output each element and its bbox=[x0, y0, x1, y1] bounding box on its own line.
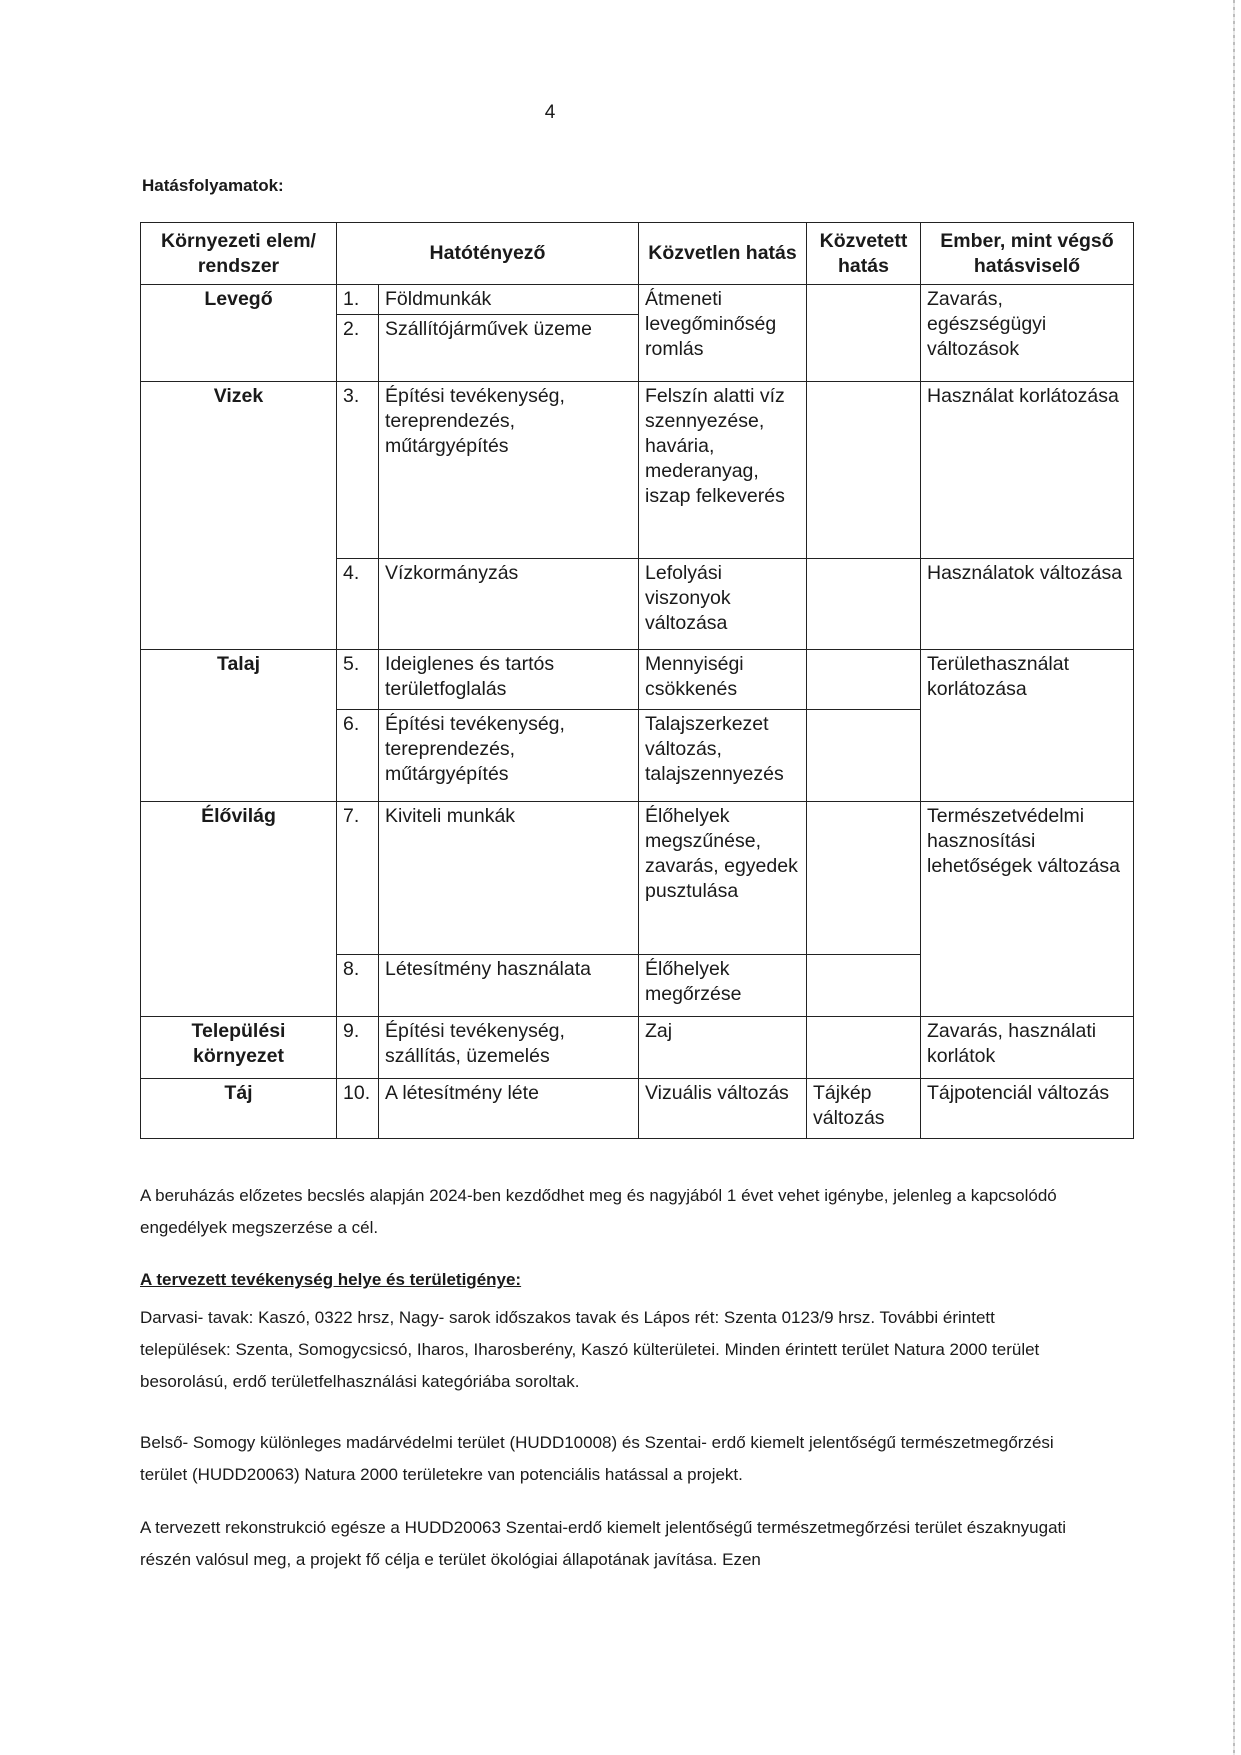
indirect-cell bbox=[807, 650, 921, 710]
paragraph-schedule: A beruházás előzetes becslés alapján 2024-ben kezdődhet meg és nagyjából 1 évet vehet igénybe, jelenleg a kapcsolódó engedélyek megszerzése a cél. bbox=[140, 1186, 1057, 1237]
human-cell: Tájpotenciál változás bbox=[921, 1079, 1134, 1139]
table-row bbox=[141, 1017, 1134, 1079]
factor-number: 9. bbox=[337, 1017, 379, 1079]
table-header-row bbox=[141, 223, 1134, 285]
direct-cell: Mennyiségi csökkenés bbox=[639, 650, 807, 710]
factor-cell: Kiviteli munkák bbox=[379, 802, 639, 955]
factor-number: 8. bbox=[337, 955, 379, 1017]
scan-edge bbox=[1233, 0, 1235, 1755]
paragraph-location: Darvasi- tavak: Kaszó, 0322 hrsz, Nagy- sarok időszakos tavak és Lápos rét: Szenta 0123/9 hrsz. További érintett települések: Szenta, Somogycsicsó, Iharos, Iharosberény, Kaszó külterületei. Minden érintett terület Natura 2000 terület besorolású, erdő területfelhasználási kategóriába soroltak. bbox=[140, 1308, 1040, 1391]
header-element: Környezeti elem/ rendszer bbox=[141, 223, 337, 285]
element-elovilag: Élővilág bbox=[141, 802, 337, 1017]
factor-cell: Építési tevékenység, szállítás, üzemelés bbox=[379, 1017, 639, 1079]
element-vizek: Vizek bbox=[141, 382, 337, 650]
indirect-cell bbox=[807, 559, 921, 650]
direct-cell: Felszín alatti víz szennyezése, havária, mederanyag, iszap felkeverés bbox=[639, 382, 807, 559]
table-row bbox=[141, 802, 1134, 955]
factor-number: 10. bbox=[337, 1079, 379, 1139]
header-factor: Hatótényező bbox=[337, 223, 639, 285]
factor-number: 4. bbox=[337, 559, 379, 650]
human-cell: Használat korlátozása bbox=[921, 382, 1134, 559]
page-number: 4 bbox=[544, 102, 556, 123]
direct-cell: Élőhelyek megszűnése, zavarás, egyedek pusztulása bbox=[639, 802, 807, 955]
direct-cell: Talajszerkezet változás, talajszennyezés bbox=[639, 710, 807, 802]
direct-cell: Zaj bbox=[639, 1017, 807, 1079]
element-telepulesi: Települési környezet bbox=[141, 1017, 337, 1079]
factor-number: 3. bbox=[337, 382, 379, 559]
human-cell: Zavarás, egészségügyi változások bbox=[921, 285, 1134, 382]
table-row bbox=[141, 382, 1134, 559]
indirect-cell bbox=[807, 802, 921, 955]
indirect-cell bbox=[807, 955, 921, 1017]
human-cell: Használatok változása bbox=[921, 559, 1134, 650]
factor-cell: Építési tevékenység, tereprendezés, műtárgyépítés bbox=[379, 382, 639, 559]
paragraph-reconstruction: A tervezett rekonstrukció egésze a HUDD20063 Szentai-erdő kiemelt jelentőségű természetmegőrzési terület északnyugati részén valósul meg, a projekt fő célja e terület ökológiai állapotának javítása. Ezen bbox=[140, 1518, 1067, 1569]
human-cell: Területhasználat korlátozása bbox=[921, 650, 1134, 802]
human-cell: Természetvédelmi hasznosítási lehetőségek változása bbox=[921, 802, 1134, 1017]
indirect-cell bbox=[807, 1017, 921, 1079]
indirect-cell bbox=[807, 285, 921, 382]
table-row bbox=[141, 650, 1134, 710]
table-row bbox=[141, 285, 1134, 315]
element-taj: Táj bbox=[141, 1079, 337, 1139]
element-levego: Levegő bbox=[141, 285, 337, 382]
factor-cell: A létesítmény léte bbox=[379, 1079, 639, 1139]
indirect-cell: Tájkép változás bbox=[807, 1079, 921, 1139]
indirect-cell bbox=[807, 710, 921, 802]
impact-table bbox=[140, 222, 1134, 1139]
indirect-cell bbox=[807, 382, 921, 559]
factor-number: 5. bbox=[337, 650, 379, 710]
direct-cell: Lefolyási viszonyok változása bbox=[639, 559, 807, 650]
direct-cell: Átmeneti levegőminőség romlás bbox=[639, 285, 807, 382]
factor-cell: Vízkormányzás bbox=[379, 559, 639, 650]
direct-cell: Vizuális változás bbox=[639, 1079, 807, 1139]
header-indirect: Közvetett hatás bbox=[807, 223, 921, 285]
direct-cell: Élőhelyek megőrzése bbox=[639, 955, 807, 1017]
subheading-location: A tervezett tevékenység helye és területigénye: bbox=[140, 1270, 522, 1289]
element-talaj: Talaj bbox=[141, 650, 337, 802]
factor-number: 6. bbox=[337, 710, 379, 802]
section-heading: Hatásfolyamatok: bbox=[142, 176, 284, 195]
factor-number: 2. bbox=[337, 315, 379, 382]
factor-number: 7. bbox=[337, 802, 379, 955]
factor-cell: Létesítmény használata bbox=[379, 955, 639, 1017]
factor-number: 1. bbox=[337, 285, 379, 315]
factor-cell: Ideiglenes és tartós területfoglalás bbox=[379, 650, 639, 710]
factor-cell: Szállítójárművek üzeme bbox=[379, 315, 639, 382]
table-row bbox=[141, 1079, 1134, 1139]
header-human: Ember, mint végső hatásviselő bbox=[921, 223, 1134, 285]
human-cell: Zavarás, használati korlátok bbox=[921, 1017, 1134, 1079]
header-direct: Közvetlen hatás bbox=[639, 223, 807, 285]
factor-cell: Építési tevékenység, tereprendezés, műtárgyépítés bbox=[379, 710, 639, 802]
paragraph-natura: Belső- Somogy különleges madárvédelmi terület (HUDD10008) és Szentai- erdő kiemelt jelentőségű természetmegőrzési terület (HUDD20063) Natura 2000 területekre van potenciális hatással a projekt. bbox=[140, 1433, 1054, 1484]
factor-cell: Földmunkák bbox=[379, 285, 639, 315]
